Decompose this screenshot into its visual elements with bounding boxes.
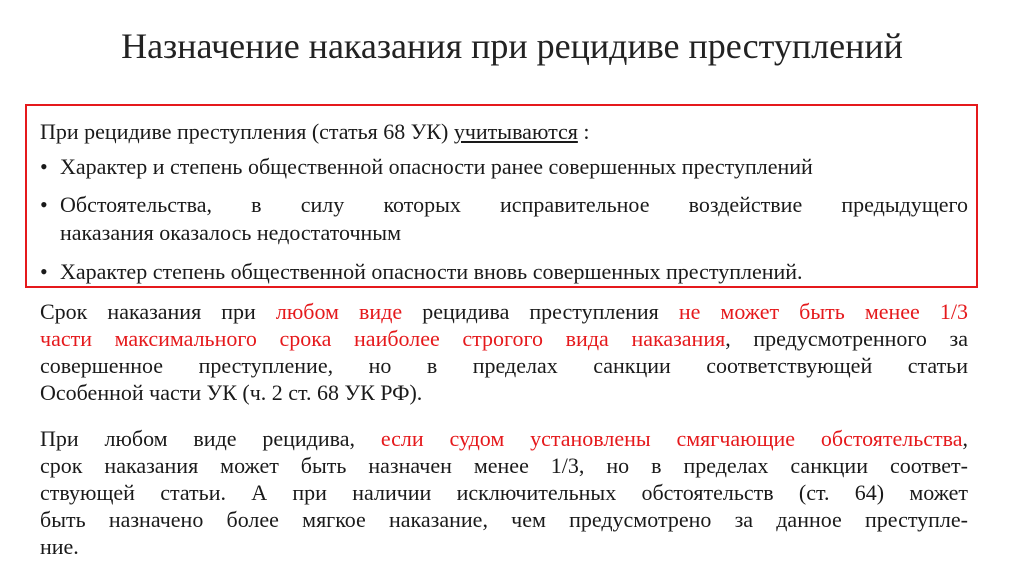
para2-line-2: срок наказания может быть назначен менее 1/3, но в пределах санкции соответ- bbox=[40, 453, 968, 478]
para1-highlight: части максимального срока наиболее строгого вида наказания bbox=[40, 326, 726, 351]
para2-line-5: ние. bbox=[40, 534, 79, 559]
para2-text: , bbox=[962, 426, 968, 451]
para1-text: рецидива преступления bbox=[402, 299, 679, 324]
bullet-item-3: Характер степень общественной опасности вновь совершенных преступлений. bbox=[60, 259, 803, 284]
intro-prefix: При рецидиве преступления (статья 68 УК) bbox=[40, 119, 454, 144]
para1-line-2 bbox=[40, 325, 968, 352]
para1-line-3: совершенное преступление, но в пределах санкции соответствующей статьи bbox=[40, 353, 968, 378]
para2-text: При любом виде рецидива, bbox=[40, 426, 381, 451]
intro-underlined: учитываются bbox=[453, 119, 578, 144]
box-intro bbox=[40, 120, 589, 144]
bullet-item-1: Характер и степень общественной опасности ранее совершенных преступлений bbox=[60, 154, 813, 179]
para1-highlight: не может быть менее 1/3 bbox=[678, 299, 968, 324]
bullet-item-2-line-1: Обстоятельства, в силу которых исправительное воздействие предыдущего bbox=[60, 192, 968, 217]
para1-line-1 bbox=[40, 298, 968, 325]
para1-text: , предусмотренного за bbox=[725, 326, 968, 351]
paragraph-mitigation bbox=[40, 425, 968, 560]
para2-highlight: если судом установлены смягчающие обстоятельства bbox=[380, 426, 963, 451]
bullet-icon: • bbox=[40, 192, 48, 217]
para1-highlight: любом виде bbox=[275, 299, 403, 324]
para1-text: Срок наказания при bbox=[40, 299, 276, 324]
slide-title: Назначение наказания при рецидиве преступлений bbox=[121, 26, 903, 66]
para2-line-4: быть назначено более мягкое наказание, чем предусмотрено за данное преступле- bbox=[40, 507, 968, 532]
bullet-icon: • bbox=[40, 259, 48, 284]
paragraph-term bbox=[40, 298, 968, 406]
intro-suffix: : bbox=[577, 119, 590, 144]
para2-line-3: ствующей статьи. А при наличии исключительных обстоятельств (ст. 64) может bbox=[40, 480, 968, 505]
bullet-icon: • bbox=[40, 154, 48, 179]
bullet-item-2-line-2: наказания оказалось недостаточным bbox=[60, 220, 401, 245]
para2-line-1 bbox=[40, 425, 968, 452]
para1-line-4: Особенной части УК (ч. 2 ст. 68 УК РФ). bbox=[40, 380, 423, 405]
